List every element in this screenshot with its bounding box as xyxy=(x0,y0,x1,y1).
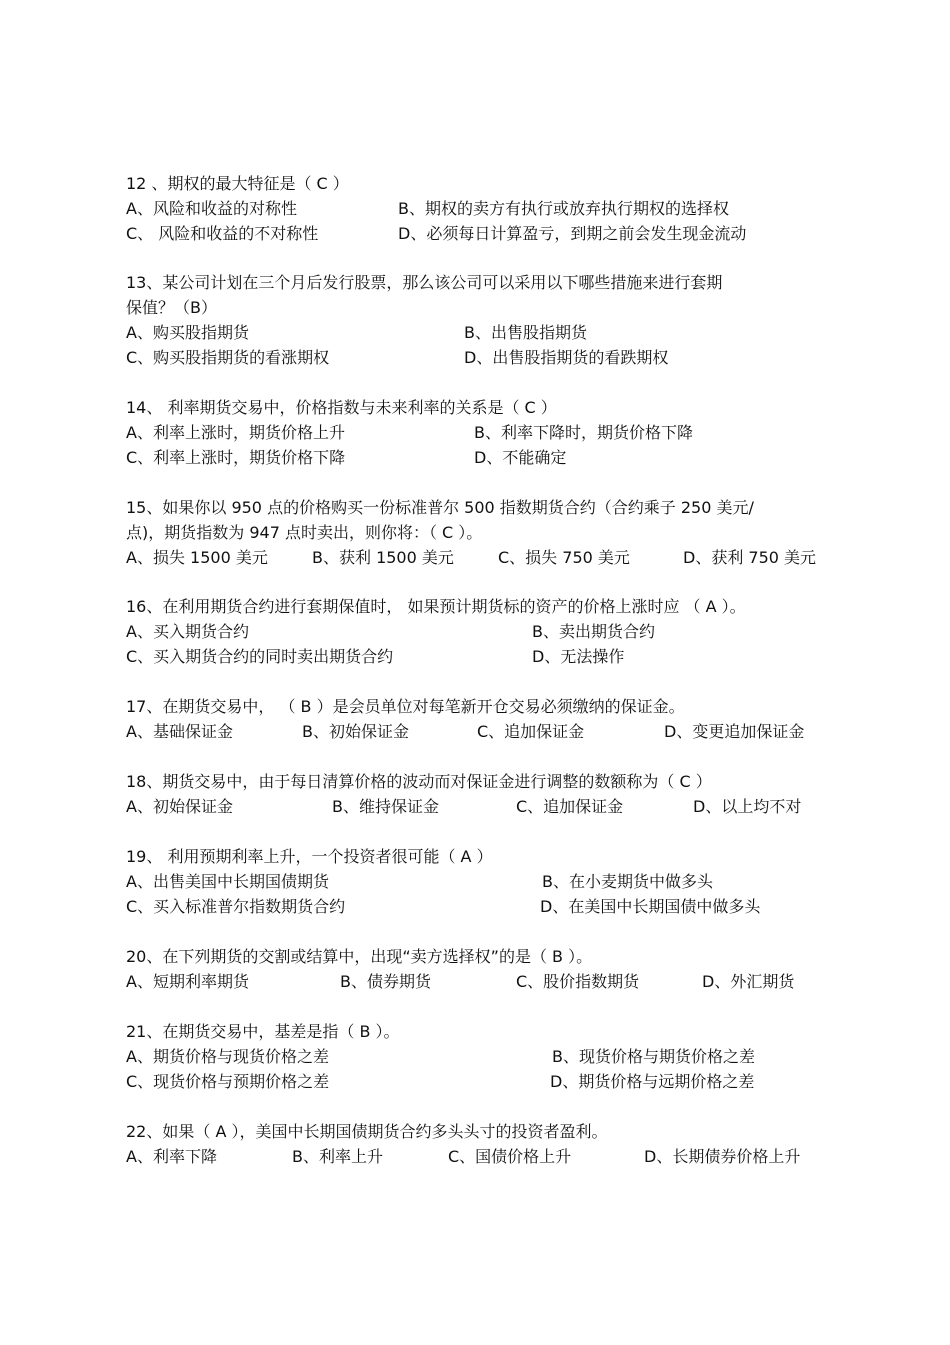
option-a: A、出售美国中长期国债期货 xyxy=(126,872,329,891)
option-d: D、无法操作 xyxy=(532,647,625,666)
option-b: B、获利 1500 美元 xyxy=(312,548,454,567)
question-19 xyxy=(126,844,846,919)
options-row xyxy=(126,794,846,819)
question-stem: 22、如果（ A ），美国中长期国债期货合约多头头寸的投资者盈利。 xyxy=(126,1122,608,1141)
question-stem: 14、 利率期货交易中，价格指数与未来利率的关系是（ C ） xyxy=(126,398,557,417)
question-18 xyxy=(126,769,846,819)
option-a: A、购买股指期货 xyxy=(126,323,249,342)
options-row xyxy=(126,1044,846,1069)
question-17 xyxy=(126,694,846,744)
question-stem-continued: 保值？（B） xyxy=(126,298,217,317)
question-stem: 19、 利用预期利率上升，一个投资者很可能（ A ） xyxy=(126,847,493,866)
option-a: A、风险和收益的对称性 xyxy=(126,199,297,218)
options-row xyxy=(126,445,846,470)
option-c: C、买入期货合约的同时卖出期货合约 xyxy=(126,647,394,666)
option-b: B、现货价格与期货价格之差 xyxy=(552,1047,755,1066)
options-row xyxy=(126,1069,846,1094)
option-c: C、购买股指期货的看涨期权 xyxy=(126,348,330,367)
option-c: C、股价指数期货 xyxy=(516,972,640,991)
question-13 xyxy=(126,270,846,370)
option-a: A、损失 1500 美元 xyxy=(126,548,268,567)
option-a: A、利率上涨时，期货价格上升 xyxy=(126,423,345,442)
question-15 xyxy=(126,495,846,570)
option-d: D、外汇期货 xyxy=(702,972,795,991)
option-d: D、不能确定 xyxy=(474,448,567,467)
option-d: D、在美国中长期国债中做多头 xyxy=(540,897,761,916)
option-a: A、初始保证金 xyxy=(126,797,233,816)
question-12 xyxy=(126,171,846,246)
question-14 xyxy=(126,395,846,470)
option-b: B、利率下降时，期货价格下降 xyxy=(474,423,693,442)
question-stem: 17、在期货交易中， （ B ）是会员单位对每笔新开仓交易必须缴纳的保证金。 xyxy=(126,697,685,716)
option-c: C、损失 750 美元 xyxy=(498,548,630,567)
option-d: D、期货价格与远期价格之差 xyxy=(550,1072,755,1091)
question-stem: 21、在期货交易中，基差是指（ B ）。 xyxy=(126,1022,400,1041)
question-stem: 12 、期权的最大特征是（ C ） xyxy=(126,174,349,193)
option-d: D、以上均不对 xyxy=(693,797,802,816)
option-d: D、出售股指期货的看跌期权 xyxy=(464,348,669,367)
options-row xyxy=(126,221,846,246)
question-20 xyxy=(126,944,846,994)
options-row xyxy=(126,644,846,669)
option-b: B、债券期货 xyxy=(340,972,431,991)
question-21 xyxy=(126,1019,846,1094)
option-a: A、买入期货合约 xyxy=(126,622,249,641)
options-row xyxy=(126,719,846,744)
option-c: C、追加保证金 xyxy=(477,722,585,741)
option-a: A、短期利率期货 xyxy=(126,972,249,991)
options-row xyxy=(126,345,846,370)
option-b: B、卖出期货合约 xyxy=(532,622,655,641)
option-d: D、必须每日计算盈亏，到期之前会发生现金流动 xyxy=(398,224,747,243)
options-row xyxy=(126,320,846,345)
option-c: C、买入标准普尔指数期货合约 xyxy=(126,897,346,916)
options-row xyxy=(126,969,846,994)
option-c: C、现货价格与预期价格之差 xyxy=(126,1072,330,1091)
question-16 xyxy=(126,594,846,669)
options-row xyxy=(126,894,846,919)
option-c: C、国债价格上升 xyxy=(448,1147,572,1166)
option-b: B、利率上升 xyxy=(292,1147,383,1166)
options-row xyxy=(126,420,846,445)
option-b: B、维持保证金 xyxy=(332,797,439,816)
question-22 xyxy=(126,1119,846,1169)
options-row xyxy=(126,545,846,570)
option-c: C、利率上涨时，期货价格下降 xyxy=(126,448,346,467)
options-row xyxy=(126,1144,846,1169)
option-a: A、基础保证金 xyxy=(126,722,233,741)
option-d: D、获利 750 美元 xyxy=(683,548,817,567)
question-stem: 13、某公司计划在三个月后发行股票，那么该公司可以采用以下哪些措施来进行套期 xyxy=(126,273,723,292)
option-b: B、初始保证金 xyxy=(302,722,409,741)
option-c: C、追加保证金 xyxy=(516,797,624,816)
option-c: C、 风险和收益的不对称性 xyxy=(126,224,319,243)
options-row xyxy=(126,196,846,221)
option-b: B、在小麦期货中做多头 xyxy=(542,872,713,891)
option-b: B、出售股指期货 xyxy=(464,323,587,342)
question-stem: 16、在利用期货合约进行套期保值时， 如果预计期货标的资产的价格上涨时应 （ A ）。 xyxy=(126,597,746,616)
question-stem: 20、在下列期货的交割或结算中，出现“卖方选择权”的是（ B ）。 xyxy=(126,947,593,966)
options-row xyxy=(126,619,846,644)
question-stem: 15、如果你以 950 点的价格购买一份标准普尔 500 指数期货合约（合约乘子 250 美元/ xyxy=(126,498,754,517)
option-b: B、期权的卖方有执行或放弃执行期权的选择权 xyxy=(398,199,729,218)
options-row xyxy=(126,869,846,894)
option-d: D、长期债券价格上升 xyxy=(644,1147,801,1166)
question-stem: 18、期货交易中，由于每日清算价格的波动而对保证金进行调整的数额称为（ C ） xyxy=(126,772,712,791)
option-a: A、期货价格与现货价格之差 xyxy=(126,1047,329,1066)
question-stem-continued: 点)，期货指数为 947 点时卖出，则你将：（ C ）。 xyxy=(126,523,483,542)
option-d: D、变更追加保证金 xyxy=(664,722,805,741)
option-a: A、利率下降 xyxy=(126,1147,217,1166)
